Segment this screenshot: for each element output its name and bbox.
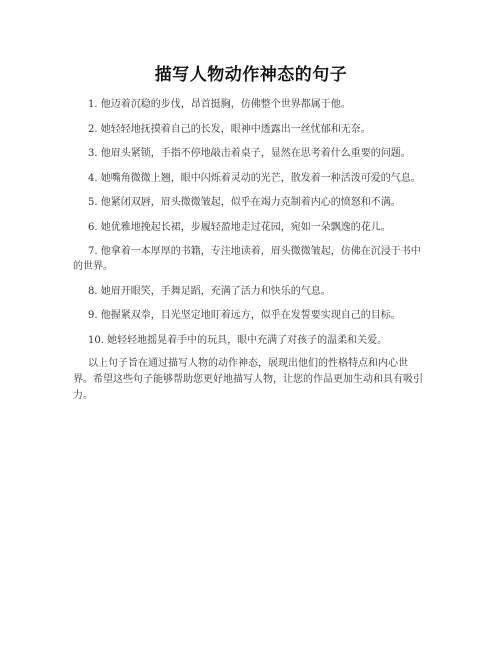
document-title: 描写人物动作神态的句子 — [154, 65, 348, 85]
sentence-9: 9. 他握紧双拳，目光坚定地盯着远方，似乎在发誓要实现自己的目标。 — [88, 310, 401, 321]
sentence-2: 2. 她轻轻地抚摸着自己的长发，眼神中透露出一丝忧郁和无奈。 — [88, 123, 371, 135]
document-body — [73, 97, 425, 404]
sentence-8: 8. 她眉开眼笑，手舞足蹈，充满了活力和快乐的气息。 — [88, 285, 331, 297]
sentence-4: 4. 她嘴角微微上翘，眼中闪烁着灵动的光芒，散发着一种活泼可爱的气息。 — [88, 172, 421, 184]
sentence-5: 5. 他紧闭双唇，眉头微微皱起，似乎在竭力克制着内心的愤怒和不满。 — [88, 197, 401, 208]
sentence-3: 3. 他眉头紧锁，手指不停地敲击着桌子，显然在思考着什么重要的问题。 — [88, 148, 411, 159]
sentence-7: 7. 他拿着一本厚厚的书籍，专注地读着，眉头微微皱起，仿佛在沉浸于书中的世界。 — [73, 246, 421, 272]
sentence-10: 10. 她轻轻地摇晃着手中的玩具，眼中充满了对孩子的温柔和关爱。 — [88, 334, 388, 346]
sentence-1: 1. 他迈着沉稳的步伐，昂首挺胸，仿佛整个世界都属于他。 — [88, 99, 351, 110]
sentence-6: 6. 她优雅地挽起长裙，步履轻盈地走过花园，宛如一朵飘逸的花儿。 — [88, 221, 391, 233]
summary-paragraph: 以上句子旨在通过描写人物的动作神态，展现出他们的性格特点和内心世界。希望这些句子能够帮助您更好地描写人物，让您的作品更加生动和具有吸引力。 — [73, 357, 423, 401]
